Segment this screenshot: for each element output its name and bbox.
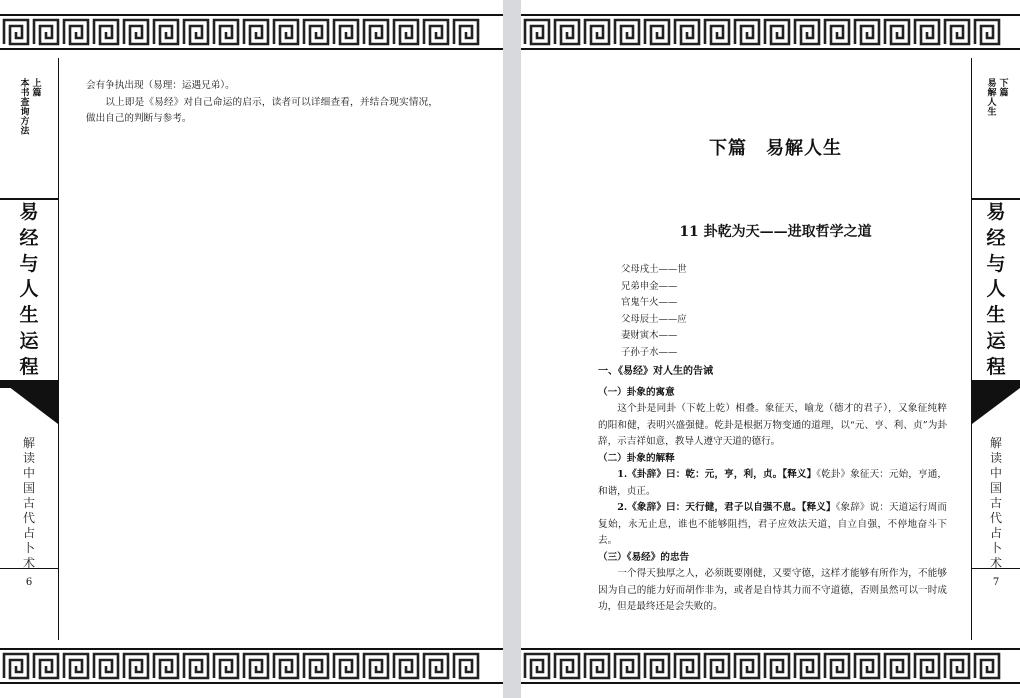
meander-tile xyxy=(975,20,999,44)
meander-tile xyxy=(585,654,609,678)
meander-tile xyxy=(184,20,208,44)
meander-tile xyxy=(244,20,268,44)
meander-tile xyxy=(304,20,328,44)
section-heading: 一、《易经》对人生的告诫 xyxy=(598,366,713,377)
left-side-column xyxy=(0,58,59,640)
paragraph: 一个得天独厚之人，必须既要刚健，又要守德，这样才能够有所作为，不能够因为自己的能力好而胡作非为，或者是自恃其力而不守道德，否则虽然可以一时成功，但是最终还是会失败的。 xyxy=(598,568,947,612)
left-page xyxy=(0,0,503,698)
meander-tile xyxy=(795,20,819,44)
paragraph: 会有争执出现（易理：运遇兄弟）。 xyxy=(86,80,235,91)
meander-tile xyxy=(945,20,969,44)
meander-tile xyxy=(855,20,879,44)
meander-tile xyxy=(525,654,549,678)
part-title: 下篇 易解人生 xyxy=(709,138,842,159)
meander-tile xyxy=(214,20,238,44)
chapter-title: 11 卦乾为天——进取哲学之道 xyxy=(679,224,872,240)
top-meander-border xyxy=(0,0,503,58)
meander-tile xyxy=(825,20,849,44)
meander-tile xyxy=(334,654,358,678)
meander-tile xyxy=(615,654,639,678)
line-item: 子孙子水—— xyxy=(621,346,678,358)
meander-tile xyxy=(124,20,148,44)
page-number: 6 xyxy=(0,568,58,588)
meander-tile xyxy=(915,654,939,678)
meander-tile xyxy=(705,654,729,678)
meander-tile xyxy=(885,20,909,44)
meander-tile xyxy=(525,20,549,44)
meander-tile xyxy=(885,654,909,678)
book-title-vertical: 易 经 与 人 生 运 程 xyxy=(0,198,58,382)
meander-tile xyxy=(124,654,148,678)
meander-tile xyxy=(244,654,268,678)
line-item: 父母辰土——应 xyxy=(621,313,687,325)
paragraph: 1.《卦辞》曰：乾：元，亨，利，贞。【释义】《乾卦》象征天：元始，亨通，和谐，贞正。 xyxy=(598,469,948,497)
page-number: 7 xyxy=(972,568,1020,588)
paragraph: 这个卦是同卦（下乾上乾）相叠。象征天，喻龙（德才的君子），又象征纯粹的阳和健，表明兴盛强健。乾卦是根据万物变通的道理，以“元、亨、利、贞”为卦辞，示吉祥如意，教导人遵守天道的德行。 xyxy=(598,403,947,447)
subsection-heading: （一）卦象的寓意 xyxy=(598,386,675,398)
running-head: 上篇 本书查询方法 xyxy=(18,78,41,135)
meander-tile xyxy=(394,654,418,678)
left-body-text xyxy=(86,78,438,128)
line-item: 官鬼午火—— xyxy=(621,297,678,308)
book-subtitle-vertical: 解 读 中 国 古 代 占 卜 术 xyxy=(22,436,35,570)
meander-tile xyxy=(4,20,28,44)
line-item: 父母戌土——世 xyxy=(621,264,687,275)
meander-tile xyxy=(64,654,88,678)
right-page xyxy=(521,0,1020,698)
book-title-vertical: 易 经 与 人 生 运 程 xyxy=(972,198,1020,382)
meander-tile xyxy=(424,654,448,678)
meander-tile xyxy=(34,654,58,678)
meander-tile xyxy=(555,654,579,678)
meander-tile xyxy=(795,654,819,678)
black-triangle-ornament xyxy=(0,380,58,424)
meander-tile xyxy=(304,654,328,678)
meander-tile xyxy=(154,654,178,678)
meander-tile xyxy=(855,654,879,678)
subsection-heading: （三）《易经》的忠告 xyxy=(598,551,690,563)
meander-tile xyxy=(214,654,238,678)
meander-tile xyxy=(364,654,388,678)
meander-tile xyxy=(34,20,58,44)
meander-tile xyxy=(705,20,729,44)
meander-tile xyxy=(274,20,298,44)
meander-tile xyxy=(424,20,448,44)
hexagram-lines xyxy=(621,262,687,361)
right-side-column xyxy=(971,58,1020,640)
meander-tile xyxy=(735,20,759,44)
line-item: 兄弟申金—— xyxy=(621,280,678,292)
meander-tile xyxy=(825,654,849,678)
bottom-meander-border xyxy=(0,640,503,698)
paragraph: 2.《象辞》曰：天行健，君子以自强不息。【释义】《象辞》说：天道运行周而复始，永无止息，谁也不能够阻挡，君子应效法天道，自立自强，不停地奋斗下去。 xyxy=(598,502,948,546)
meander-tile xyxy=(675,654,699,678)
meander-tile xyxy=(735,654,759,678)
meander-tile xyxy=(64,20,88,44)
meander-tile xyxy=(454,20,478,44)
meander-tile xyxy=(585,20,609,44)
meander-tile xyxy=(765,654,789,678)
meander-tile xyxy=(94,654,118,678)
book-subtitle-vertical: 解 读 中 国 古 代 占 卜 术 xyxy=(989,436,1002,570)
meander-tile xyxy=(945,654,969,678)
meander-tile xyxy=(334,20,358,44)
meander-tile xyxy=(765,20,789,44)
running-head: 下篇 易解人生 xyxy=(985,78,1008,116)
meander-tile xyxy=(274,654,298,678)
subsection-heading: （二）卦象的解释 xyxy=(598,452,675,464)
meander-tile xyxy=(555,20,579,44)
right-body-text xyxy=(598,364,947,616)
meander-tile xyxy=(615,20,639,44)
meander-tile xyxy=(675,20,699,44)
top-meander-border xyxy=(521,0,1020,58)
meander-tile xyxy=(454,654,478,678)
meander-tile xyxy=(645,654,669,678)
paragraph: 以上即是《易经》对自己命运的启示，读者可以详细查看，并结合现实情况，做出自己的判断与参考。 xyxy=(86,96,438,124)
meander-tile xyxy=(364,20,388,44)
meander-tile xyxy=(94,20,118,44)
meander-tile xyxy=(394,20,418,44)
meander-tile xyxy=(184,654,208,678)
meander-tile xyxy=(645,20,669,44)
meander-tile xyxy=(154,20,178,44)
meander-tile xyxy=(975,654,999,678)
black-triangle-ornament xyxy=(972,380,1020,424)
line-item: 妻财寅木—— xyxy=(621,330,678,341)
meander-tile xyxy=(915,20,939,44)
bottom-meander-border xyxy=(521,640,1020,698)
meander-tile xyxy=(4,654,28,678)
